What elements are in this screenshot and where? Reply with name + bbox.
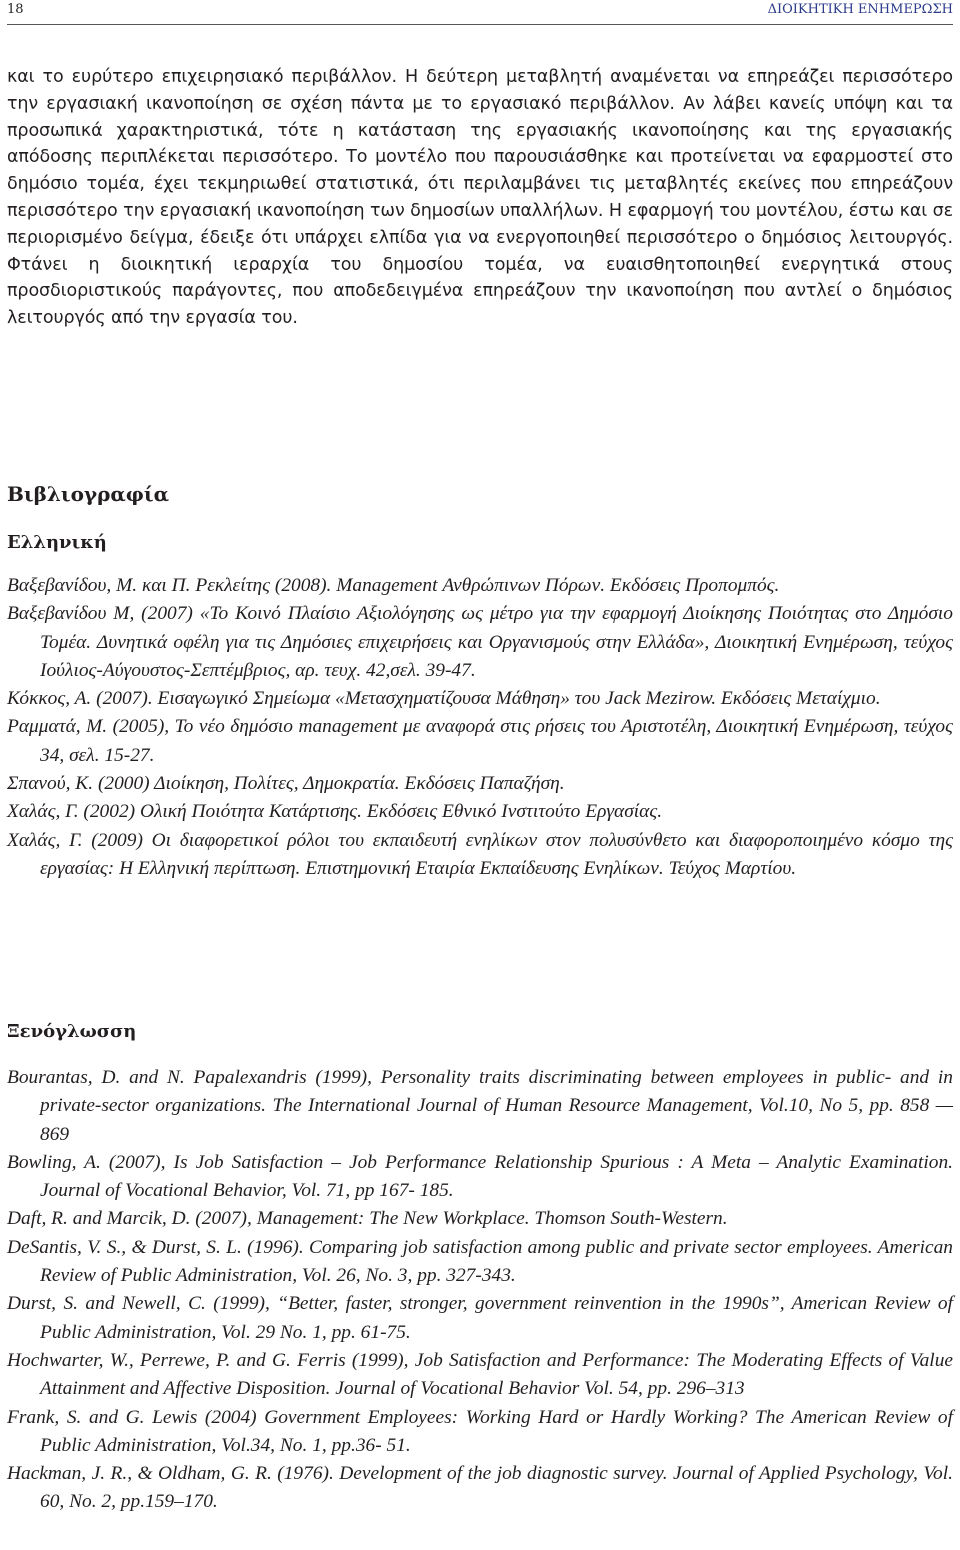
- reference-entry: Bowling, A. (2007), Is Job Satisfaction – Job Performance Relationship Spurious : A Meta – Analytic Examination. Journal of Vocational Behavior, Vol. 71, pp 167- 185.: [7, 1151, 953, 1202]
- reference-entry: Hochwarter, W., Perrewe, P. and G. Ferris (1999), Job Satisfaction and Performance: The Moderating Effects of Value Attainment and Affective Disposition. Journal of Vocational Behavior Vol. 54, pp. 296–313: [7, 1349, 953, 1400]
- greek-reference-list: [7, 572, 953, 883]
- reference-entry: Ραμματά, Μ. (2005), Το νέο δημόσιο management με αναφορά στις ρήσεις του Αριστοτέλη, Διοικητική Ενημέρωση, τεύχος 34, σελ. 15-27.: [7, 716, 953, 766]
- reference-entry: Frank, S. and G. Lewis (2004) Government Employees: Working Hard or Hardly Working? The American Review of Public Administration, Vol.34, No. 1, pp.36- 51.: [7, 1406, 953, 1456]
- foreign-references-heading: Ξενόγλωσση: [7, 1021, 137, 1042]
- reference-entry: Durst, S. and Newell, C. (1999), “Better, faster, stronger, government reinvention in the 1990s”, American Review of Public Administration, Vol. 29 No. 1, pp. 61-75.: [7, 1293, 953, 1343]
- reference-entry: Βαξεβανίδου Μ, (2007) «Το Κοινό Πλαίσιο Αξιολόγησης ως μέτρο για την εφαρμογή Διοίκησης Ποιότητας στο Δημόσιο Τομέα. Δυνητικά οφέλη για τις Δημόσιες επιχειρήσεις και Οργανισμούς στην Ελλάδα», Διοικητική Ενημέρωση, τεύχος Ιούλιος-Αύγουστος-Σεπτέμβριος, αρ. τευχ. 42,σελ. 39-47.: [7, 603, 953, 681]
- reference-entry: Σπανού, Κ. (2000) Διοίκηση, Πολίτες, Δημοκρατία. Εκδόσεις Παπαζήση.: [7, 773, 565, 795]
- reference-entry: Κόκκος, Α. (2007). Εισαγωγικό Σημείωμα «Μετασχηματίζουσα Μάθηση» του Jack Mezirow. Εκδόσεις Μεταίχμιο.: [7, 688, 881, 710]
- reference-entry: Χαλάς, Γ. (2002) Ολική Ποιότητα Κατάρτισης. Εκδόσεις Εθνικό Ινστιτούτο Εργασίας.: [7, 801, 663, 823]
- reference-entry: Bourantas, D. and N. Papalexandris (1999), Personality traits discriminating between employees in public- and in private-sector organizations. The International Journal of Human Resource Management, Vol.10, No 5, pp. 858 — 869: [7, 1067, 953, 1145]
- bibliography-title: Βιβλιογραφία: [7, 482, 169, 506]
- reference-entry: Hackman, J. R., & Oldham, G. R. (1976). Development of the job diagnostic survey. Journal of Applied Psychology, Vol. 60, No. 2, pp.159–170.: [7, 1463, 953, 1513]
- foreign-reference-list: [7, 1064, 953, 1517]
- body-paragraph: και το ευρύτερο επιχειρησιακό περιβάλλον. Η δεύτερη μεταβλητή αναμένεται να επηρεάζει περισσότερο την εργασιακή ικανοποίηση σε σχέση πάντα με το εργασιακό περιβάλλον. Αν λάβει κανείς υπόψη και τα προσωπικά χαρακτηριστικά, τότε η κατάσταση της εργασιακής ικανοποίησης και της εργασιακής απόδοσης περιπλέκεται περισσότερο. Το μοντέλο που παρουσιάσθηκε και προτείνεται να εφαρμοστεί στο δημόσιο τομέα, έχει τεκμηριωθεί στατιστικά, ότι περιλαμβάνει τις μεταβλητές εκείνες που επηρεάζουν περισσότερο την εργασιακή ικανοποίηση των δημοσίων υπαλλήλων. Η εφαρμογή του μοντέλου, έστω και σε περιορισμένο δείγμα, έδειξε ότι υπάρχει ελπίδα για να ενεργοποιηθεί περισσότερο ο δημόσιος λειτουργός. Φτάνει η διοικητική ιεραρχία του δημοσίου τομέα, να ευαισθητοποιηθεί ενεργητικά στους προσδιοριστικούς παράγοντες, που αποδεδειγμένα επηρεάζουν την ικανοποίηση που αντλεί ο δημόσιος λειτουργός από την εργασία του.: [7, 67, 953, 329]
- greek-references-heading: Ελληνική: [7, 532, 107, 553]
- reference-entry: DeSantis, V. S., & Durst, S. L. (1996). Comparing job satisfaction among public and private sector employees. American Review of Public Administration, Vol. 26, No. 3, pp. 327-343.: [7, 1236, 953, 1287]
- page-number: 18: [7, 2, 24, 17]
- reference-entry: Βαξεβανίδου, Μ. και Π. Ρεκλείτης (2008). Management Ανθρώπινων Πόρων. Εκδόσεις Προπομπός.: [7, 575, 780, 596]
- running-head: ΔΙΟΙΚΗΤΙΚΗ ΕΝΗΜΕΡΩΣΗ: [767, 2, 953, 17]
- reference-entry: Χαλάς, Γ. (2009) Οι διαφορετικοί ρόλοι του εκπαιδευτή ενηλίκων στον πολυσύνθετο και διαφοροποιημένο κόσμο της εργασίας: Η Ελληνική περίπτωση. Επιστημονική Εταιρία Εκπαίδευσης Ενηλίκων. Τεύχος Μαρτίου.: [7, 829, 953, 879]
- page-header: [7, 0, 953, 25]
- reference-entry: Daft, R. and Marcik, D. (2007), Management: The New Workplace. Thomson South-Western.: [7, 1208, 728, 1230]
